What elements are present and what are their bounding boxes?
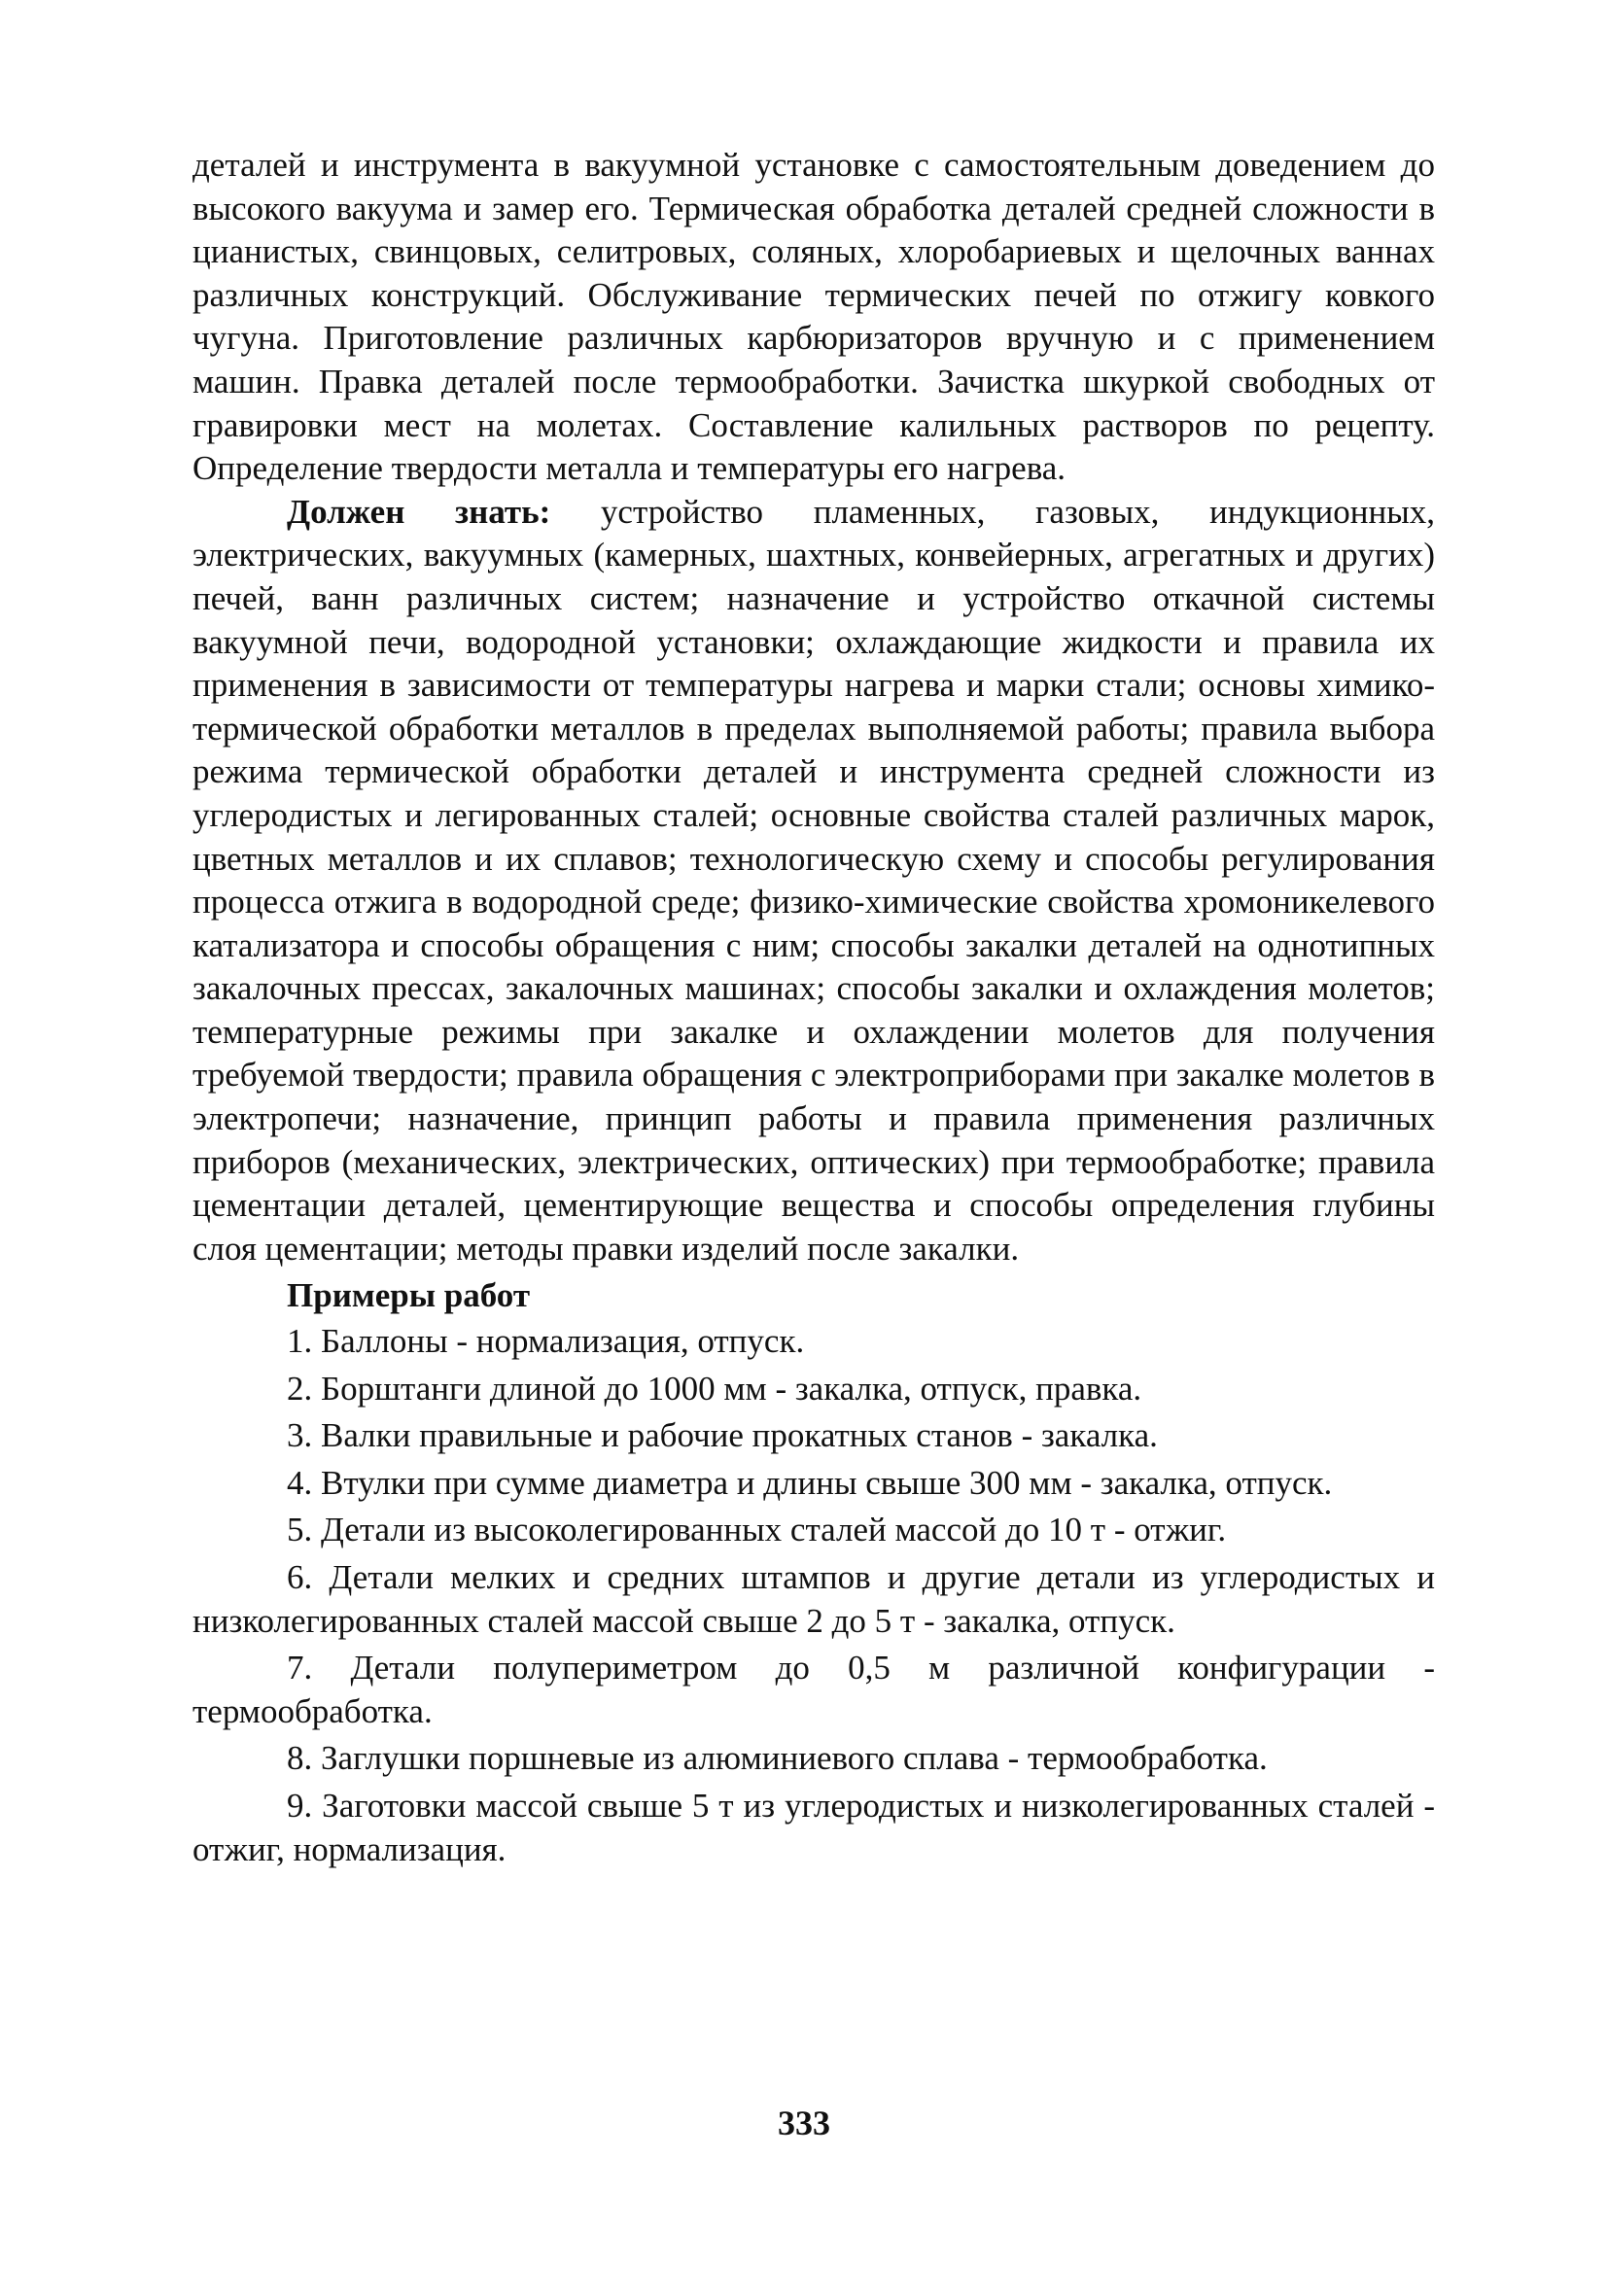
example-item: 4. Втулки при сумме диаметра и длины свыше 300 мм - закалка, отпуск. [287,1463,1333,1502]
example-item: 8. Заглушки поршневые из алюминиевого сплава - термообработка. [287,1739,1268,1778]
page-body [192,144,1435,1871]
example-item: 2. Борштанги длиной до 1000 мм - закалка, отпуск, правка. [287,1369,1142,1408]
example-item: 7. Детали полупериметром до 0,5 м различной конфигурации - термообработка. [192,1649,1435,1730]
example-item: 1. Баллоны - нормализация, отпуск. [287,1322,805,1361]
example-item: 6. Детали мелких и средних штампов и другие детали из углеродистых и низколегированных сталей массой свыше 2 до 5 т - закалка, отпуск. [192,1558,1435,1640]
examples-heading: Примеры работ [287,1276,531,1315]
example-item: 9. Заготовки массой свыше 5 т из углеродистых и низколегированных сталей - отжиг, нормализация. [192,1786,1435,1868]
must-know-text: устройство пламенных, газовых, индукционных, электрических, вакуумных (камерных, шахтных, конвейерных, агрегатных и других) печей, ванн различных систем; назначение и устройство откачной системы вакуумной печи, водородной установки; охлаждающие жидкости и правила их применения в зависимости от температуры нагрева и марки стали; основы химико-термической обработки металлов в пределах выполняемой работы; правила выбора режима термической обработки деталей и инструмента средней сложности из углеродистых и легированных сталей; основные свойства сталей различных марок, цветных металлов и их сплавов; технологическую схему и способы регулирования процесса отжига в водородной среде; физико-химические свойства хромоникелевого катализатора и способы обращения с ним; способы закалки деталей на однотипных закалочных прессах, закалочных машинах; способы закалки и охлаждения молетов; температурные режимы при закалке и охлаждении молетов для получения требуемой твердости; правила обращения с электроприборами при закалке молетов в электропечи; назначение, принцип работы и правила применения различных приборов (механических, электрических, оптических) при термообработке; правила цементации деталей, цементирующие вещества и способы определения глубины слоя цементации; методы правки изделий после закалки. [192,492,1435,1268]
paragraph-work-description: деталей и инструмента в вакуумной установке с самостоятельным доведением до высокого вакуума и замер его. Термическая обработка деталей средней сложности в цианистых, свинцовых, селитровых, соляных, хлоробариевых и щелочных ваннах различных конструкций. Обслуживание термических печей по отжигу ковкого чугуна. Приготовление различных карбюризаторов вручную и с применением машин. Правка деталей после термообработки. Зачистка шкуркой свободных от гравировки мест на молетах. Составление калильных растворов по рецепту. Определение твердости металла и температуры его нагрева. [192,146,1435,488]
examples-list [192,1320,1435,1871]
must-know-lead: Должен знать: [287,492,551,531]
paragraph-must-know [192,491,1435,1271]
example-item: 5. Детали из высоколегированных сталей массой до 10 т - отжиг. [287,1511,1227,1549]
page-number: 333 [778,2104,830,2142]
example-item: 3. Валки правильные и рабочие прокатных станов - закалка. [287,1416,1158,1455]
